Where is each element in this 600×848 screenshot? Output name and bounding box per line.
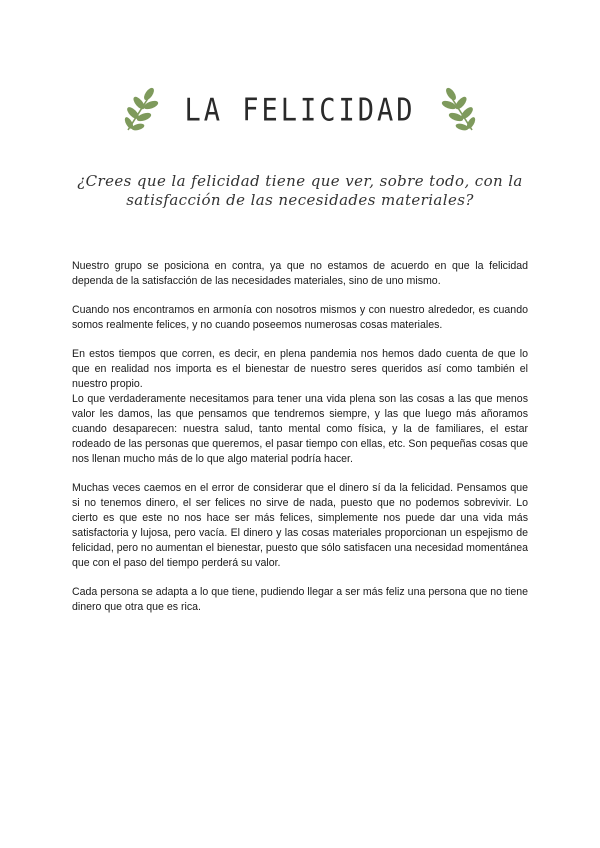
leaf-branch-icon — [122, 86, 162, 134]
paragraph: Cuando nos encontramos en armonía con nosotros mismos y con nuestro alrededor, es cuando somos realmente felices, y no cuando poseemos numerosas cosas materiales. — [72, 304, 528, 331]
question-subtitle: ¿Crees que la felicidad tiene que ver, sobre todo, con la satisfacción de las necesidades materiales? — [77, 172, 523, 209]
document-body — [72, 259, 528, 629]
paragraph: Muchas veces caemos en el error de considerar que el dinero sí da la felicidad. Pensamos que si no tenemos dinero, el ser felices no sirve de nada, puesto que no podemos sobrevivir. Lo cierto es que este no nos hace ser más felices, simplemente nos puede dar una vida más satisfactoria y lujosa, pero vacía. El dinero y las cosas materiales proporcionan un espejismo de felicidad, pero no aumentan el bienestar, puesto que sólo satisfacen una necesidad momentánea que con el paso del tiempo perderá su valor. — [72, 482, 528, 569]
paragraph: Cada persona se adapta a lo que tiene, pudiendo llegar a ser más feliz una persona que no tiene dinero que otra que es rica. — [72, 586, 528, 613]
paragraph: En estos tiempos que corren, es decir, en plena pandemia nos hemos dado cuenta de que lo que en realidad nos importa es el bienestar de nuestro seres queridos así como también el nuestro propio. — [72, 348, 528, 390]
paragraph: Lo que verdaderamente necesitamos para tener una vida plena son las cosas a las que menos valor les damos, las que pensamos que tendremos siempre, y las que luego más añoramos cuando desaparecen: nuestra salud, tanto mental como física, y la de familiares, el estar rodeado de las personas que queremos, el pasar tiempo con ellas, etc. Son pequeñas cosas que nos llenan mucho más de lo que algo material podría hacer. — [72, 393, 528, 465]
page-header — [0, 86, 600, 134]
paragraph: Nuestro grupo se posiciona en contra, ya que no estamos de acuerdo en que la felicidad dependa de la satisfacción de las necesidades materiales, sino de uno mismo. — [72, 260, 528, 287]
leaf-branch-icon — [438, 86, 478, 134]
page-title: LA FELICIDAD — [184, 92, 416, 128]
